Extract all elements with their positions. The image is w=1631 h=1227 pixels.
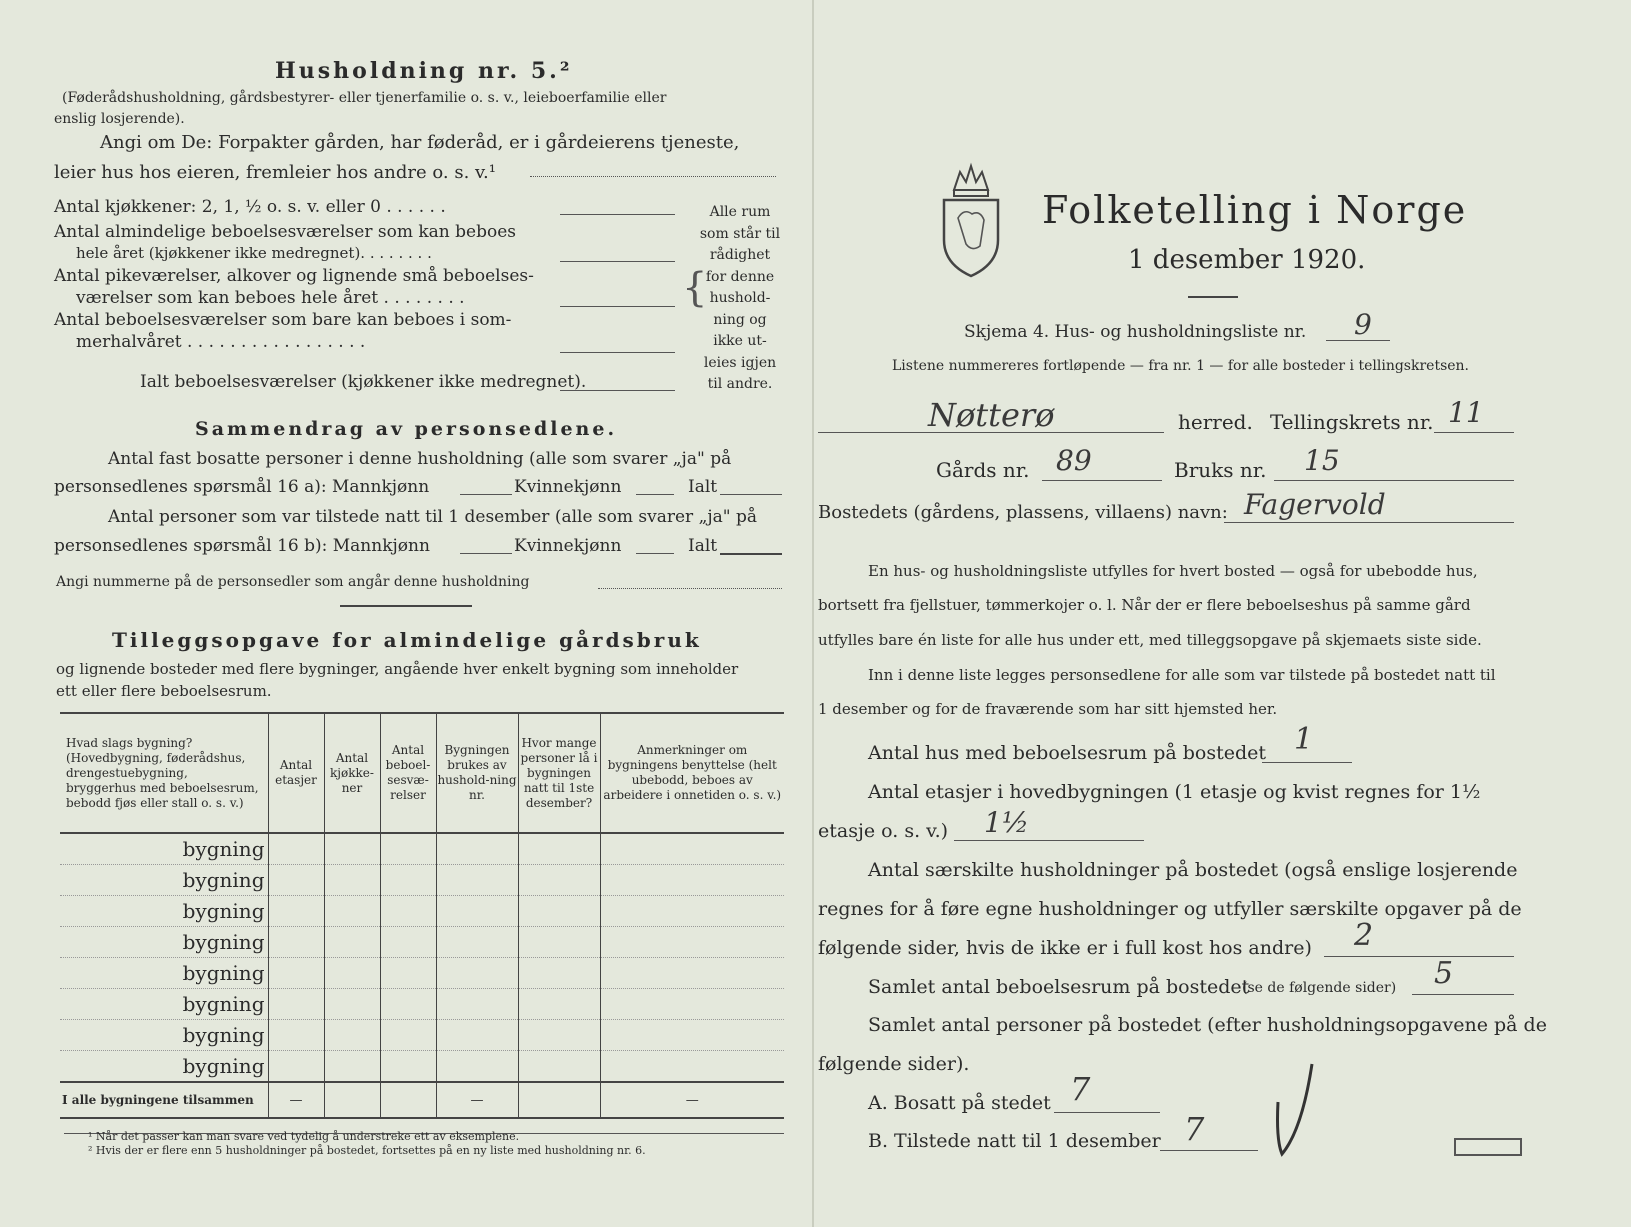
coat-of-arms-icon	[940, 160, 1002, 280]
left-page	[0, 0, 814, 1227]
rooms-label: Antal almindelige beboelsesværelser som kan beboes	[54, 222, 516, 242]
households-label: Antal særskilte husholdninger på bostedet (også enslige losjerende	[868, 859, 1518, 881]
building-table	[60, 712, 784, 1119]
rooms-label-2: hele året (kjøkkener ikke medregnet). . . . . . . .	[76, 244, 432, 262]
resident-value: 7	[1070, 1070, 1091, 1108]
brace-note-line: ning og	[713, 311, 767, 328]
krets-label: Tellingskrets nr.	[1270, 410, 1434, 434]
col-rooms: Antal beboel-sesvæ-relser	[380, 713, 436, 833]
row-label: bygning	[60, 1051, 268, 1083]
total-rooms-label: Ialt beboelsesværelser (kjøkkener ikke medregnet).	[140, 372, 587, 392]
resident-total-field[interactable]	[720, 494, 782, 495]
summer-rooms-label-2: merhalvåret . . . . . . . . . . . . . . . . .	[76, 332, 366, 352]
present-male-label: personsedlenes spørsmål 16 b): Mannkjønn	[54, 536, 430, 556]
resident-total-label: Ialt	[688, 477, 718, 497]
small-rooms-label: Antal pikeværelser, alkover og lignende små beboelses-	[54, 266, 534, 286]
bosted-value: Fagervold	[1244, 488, 1386, 521]
table-row[interactable]	[60, 958, 784, 989]
extra-title: Tilleggsopgave for almindelige gårdsbruk	[112, 628, 702, 652]
resident-female-field[interactable]	[636, 494, 674, 495]
footnote-2: ² Hvis der er flere enn 5 husholdninger på bostedet, fortsettes på en ny liste med husholdning nr. 6.	[88, 1144, 646, 1157]
floors-label-2: etasje o. s. v.)	[818, 820, 949, 842]
title-rule	[1188, 296, 1238, 298]
households-label-3: følgende sider, hvis de ikke er i full kost hos andre)	[818, 937, 1312, 959]
instructions-1: En hus- og husholdningsliste utfylles for hvert bosted — også for ubebodde hus,	[868, 562, 1478, 580]
houses-value: 1	[1294, 722, 1314, 757]
kitchens-label: Antal kjøkkener: 2, 1, ½ o. s. v. eller 0 . . . . . .	[54, 197, 446, 217]
rooms-field[interactable]	[560, 261, 675, 262]
herred-label: herred.	[1178, 410, 1253, 434]
total-dash: —	[600, 1082, 784, 1118]
instructions-2: bortsett fra fjellstuer, tømmerkojer o. l. Når der er flere beboelseshus på samme gård	[818, 596, 1471, 614]
floors-field[interactable]	[954, 840, 1144, 841]
krets-field[interactable]	[1434, 432, 1514, 433]
footnote-1: ¹ Når det passer kan man svare ved tydelig å understreke ett av eksemplene.	[88, 1130, 520, 1143]
row-label: bygning	[60, 1020, 268, 1051]
total-label: I alle bygningene tilsammen	[60, 1082, 268, 1118]
tenure-question: Angi om De: Forpakter gården, har føderåd, er i gårdeierens tjeneste,	[100, 132, 740, 153]
houses-label: Antal hus med beboelsesrum på bostedet	[868, 742, 1267, 764]
numbering-note: Listene nummereres fortløpende — fra nr. 1 — for alle bosteder i tellingskretsen.	[892, 358, 1470, 374]
gards-label: Gårds nr.	[936, 458, 1030, 482]
table-row[interactable]	[60, 927, 784, 958]
total-dash: —	[268, 1082, 324, 1118]
households-label-2: regnes for å føre egne husholdninger og utfyller særskilte opgaver på de	[818, 898, 1522, 920]
table-row[interactable]	[60, 833, 784, 865]
resident-male-label: personsedlenes spørsmål 16 a): Mannkjønn	[54, 477, 430, 497]
gards-value: 89	[1056, 444, 1092, 477]
census-date: 1 desember 1920.	[1128, 245, 1366, 275]
col-floors: Antal etasjer	[268, 713, 324, 833]
houses-field[interactable]	[1262, 762, 1352, 763]
summary-title: Sammendrag av personsedlene.	[195, 418, 618, 440]
brace-note-line: til andre.	[707, 376, 773, 392]
floors-label: Antal etasjer i hovedbygningen (1 etasje og kvist regnes for 1½	[868, 781, 1481, 803]
extra-desc-2: ett eller flere beboelsesrum.	[56, 682, 272, 700]
brace-note-line: leies igjen	[703, 354, 777, 371]
right-page	[814, 0, 1631, 1227]
persons-label-2: følgende sider).	[818, 1053, 970, 1075]
col-remarks: Anmerkninger om bygningens benyttelse (helt ubebodd, beboes av arbeidere i onnetiden o. s. v.)	[600, 713, 784, 833]
col-household: Bygningen brukes av hushold-ning nr.	[436, 713, 518, 833]
brace-note-line: hushold-	[709, 290, 771, 306]
person-numbers-label: Angi nummerne på de personsedler som angår denne husholdning	[56, 574, 530, 590]
summer-rooms-label: Antal beboelsesværelser som bare kan beboes i som-	[54, 310, 512, 330]
table-row[interactable]	[60, 1020, 784, 1051]
present-total-field[interactable]	[720, 553, 782, 555]
total-rooms-q-value: 5	[1434, 956, 1454, 991]
tenure-question-2: leier hus hos eieren, fremleier hos andre o. s. v.¹	[54, 162, 496, 183]
bruks-label: Bruks nr.	[1174, 458, 1267, 482]
households-value: 2	[1354, 918, 1374, 953]
kitchens-field[interactable]	[560, 214, 675, 215]
resident-female-label: Kvinnekjønn	[514, 477, 622, 497]
row-label: bygning	[60, 927, 268, 958]
person-numbers-field[interactable]	[598, 588, 782, 589]
persons-label: Samlet antal personer på bostedet (efter husholdningsopgavene på de	[868, 1014, 1547, 1036]
brace-note-line: Alle rum	[709, 204, 771, 220]
col-kitchens: Antal kjøkke-ner	[324, 713, 380, 833]
instructions-5: 1 desember og for de fraværende som har sitt hjemsted her.	[818, 700, 1278, 718]
brace: {	[682, 265, 708, 311]
row-label: bygning	[60, 896, 268, 927]
brace-note-line: rådighet	[709, 247, 771, 263]
total-dash: —	[436, 1082, 518, 1118]
total-rooms-field[interactable]	[560, 390, 675, 391]
table-row[interactable]	[60, 1051, 784, 1083]
list-number-value: 9	[1354, 308, 1372, 341]
printer-stamp	[1454, 1138, 1522, 1156]
brace-note-line: som står til	[699, 225, 781, 242]
summer-rooms-field[interactable]	[560, 352, 675, 353]
col-persons: Hvor mange personer lå i bygningen natt til 1ste desember?	[518, 713, 600, 833]
instructions-4: Inn i denne liste legges personsedlene for alle som var tilstede på bostedet natt til	[868, 666, 1496, 684]
total-rooms-note: (se de følgende sider)	[1242, 980, 1397, 996]
small-rooms-field[interactable]	[560, 306, 675, 307]
total-rooms-q-label: Samlet antal beboelsesrum på bostedet	[868, 976, 1250, 998]
resident-field[interactable]	[1054, 1112, 1160, 1113]
krets-value: 11	[1448, 396, 1484, 429]
floors-value: 1½	[984, 806, 1029, 839]
resident-male-field[interactable]	[460, 494, 512, 495]
brace-note-line: for denne	[705, 268, 775, 285]
divider	[340, 605, 472, 607]
table-row[interactable]	[60, 865, 784, 896]
bosted-field[interactable]	[1224, 522, 1514, 523]
total-row	[60, 1082, 784, 1118]
extra-desc: og lignende bosteder med flere bygninger, angående hver enkelt bygning som inneholder	[56, 660, 739, 678]
resident-question: Antal fast bosatte personer i denne husholdning (alle som svarer „ja" på	[108, 449, 732, 469]
small-rooms-label-2: værelser som kan beboes hele året . . . . . . . .	[76, 288, 465, 308]
table-row[interactable]	[60, 989, 784, 1020]
present-question: Antal personer som var tilstede natt til 1 desember (alle som svarer „ja" på	[108, 507, 758, 527]
total-rooms-q-field[interactable]	[1412, 994, 1514, 995]
brace-note-line: ikke ut-	[713, 333, 767, 349]
resident-label: A. Bosatt på stedet	[868, 1092, 1051, 1114]
instructions-3: utfylles bare én liste for alle hus under ett, med tilleggsopgave på skjemaets siste side.	[818, 631, 1482, 649]
herred-value: Nøtterø	[928, 396, 1055, 434]
col-building-type: Hvad slags bygning? (Hovedbygning, føderådshus, drengestuebygning, bryggerhus med beboelsesrum, bebodd fjøs eller stall o. s. v.)	[60, 713, 268, 833]
bruks-field[interactable]	[1274, 480, 1514, 481]
present-female-field[interactable]	[636, 553, 674, 554]
table-row[interactable]	[60, 896, 784, 927]
row-label: bygning	[60, 865, 268, 896]
bosted-label: Bostedets (gårdens, plassens, villaens) navn:	[818, 502, 1228, 523]
household-subtitle: (Føderådshusholdning, gårdsbestyrer- eller tjenerfamilie o. s. v., leieboerfamilie eller	[62, 90, 667, 106]
row-label: bygning	[60, 833, 268, 865]
row-label: bygning	[60, 958, 268, 989]
census-title: Folketelling i Norge	[1042, 188, 1468, 232]
row-label: bygning	[60, 989, 268, 1020]
tenure-answer-line[interactable]	[530, 176, 776, 177]
present-field[interactable]	[1160, 1150, 1258, 1151]
bruks-value: 15	[1304, 444, 1340, 477]
gards-field[interactable]	[1042, 480, 1162, 481]
brace-note	[695, 202, 785, 396]
present-label: B. Tilstede natt til 1 desember	[868, 1130, 1161, 1152]
household-title: Husholdning nr. 5.²	[275, 58, 573, 84]
present-value: 7	[1184, 1110, 1205, 1148]
households-field[interactable]	[1324, 956, 1514, 957]
present-female-label: Kvinnekjønn	[514, 536, 622, 556]
present-total-label: Ialt	[688, 536, 718, 556]
household-subtitle-2: enslig losjerende).	[54, 111, 185, 127]
present-male-field[interactable]	[460, 553, 512, 554]
skjema-label: Skjema 4. Hus- og husholdningsliste nr.	[964, 322, 1307, 342]
checkmark-icon	[1272, 1060, 1322, 1160]
